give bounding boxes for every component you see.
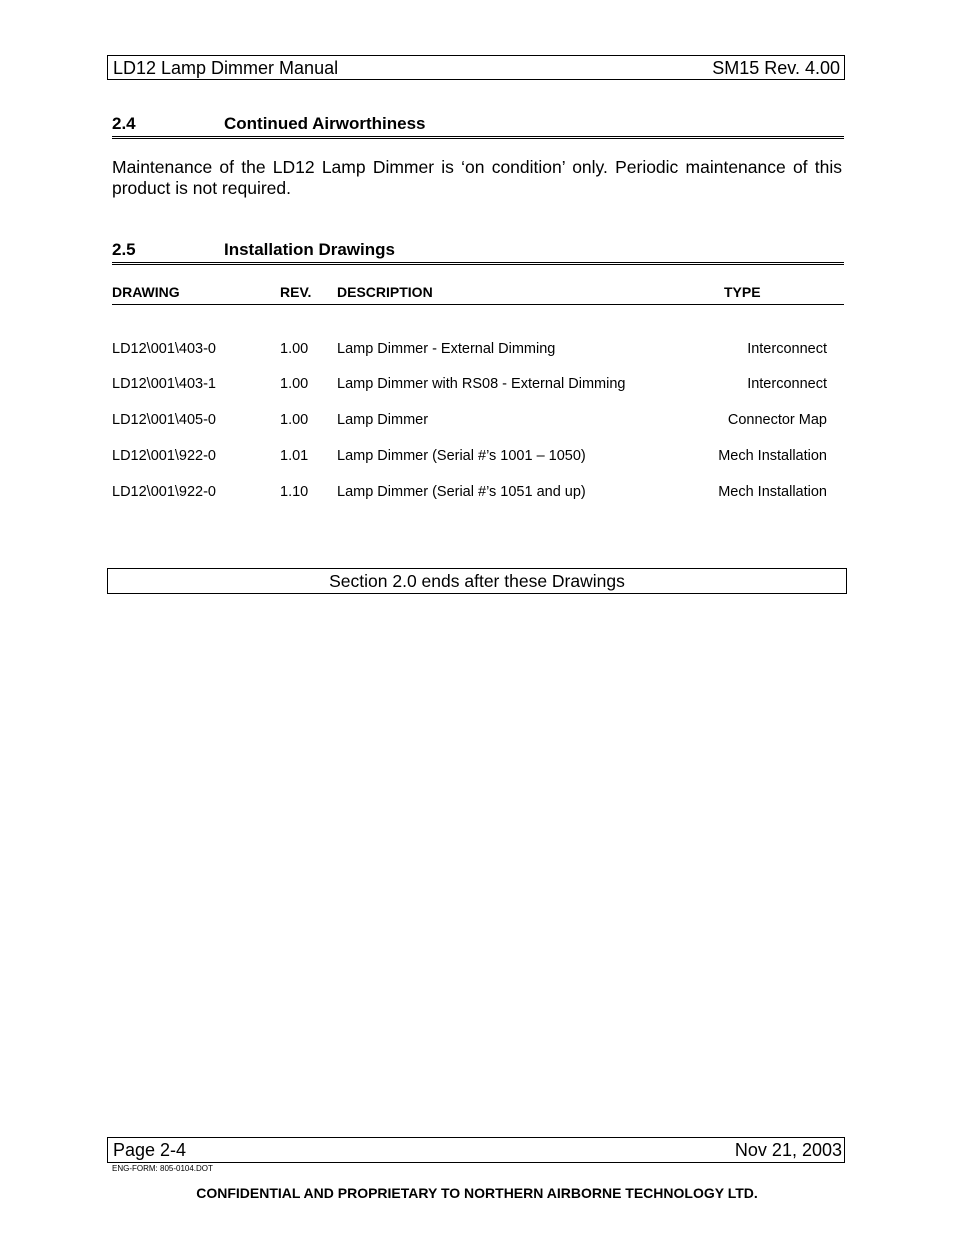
column-header-rev: REV.	[280, 284, 312, 300]
section-end-note: Section 2.0 ends after these Drawings	[107, 568, 847, 594]
drawing-type: Mech Installation	[718, 448, 827, 464]
section-title: Continued Airworthiness	[224, 114, 426, 133]
document-revision: SM15 Rev. 4.00	[712, 58, 840, 78]
drawing-rev: 1.00	[280, 341, 309, 357]
drawing-description: Lamp Dimmer (Serial #’s 1001 – 1050)	[337, 448, 586, 464]
drawing-rev: 1.10	[280, 484, 309, 500]
drawing-number: LD12\001\403-1	[112, 376, 216, 392]
drawing-type: Interconnect	[747, 376, 827, 392]
drawing-rev: 1.01	[280, 448, 309, 464]
page-date: Nov 21, 2003	[734, 1140, 842, 1160]
table-row	[0, 376, 954, 396]
section-title: Installation Drawings	[224, 240, 395, 259]
page-header	[107, 55, 845, 80]
section-divider	[112, 262, 844, 265]
section-divider	[112, 136, 844, 139]
section-number: 2.4	[112, 114, 136, 133]
drawing-type: Mech Installation	[718, 484, 827, 500]
table-header-rule	[112, 304, 844, 305]
table-row	[0, 484, 954, 504]
drawing-rev: 1.00	[280, 412, 309, 428]
drawing-type: Connector Map	[727, 412, 827, 428]
drawing-description: Lamp Dimmer (Serial #’s 1051 and up)	[337, 484, 586, 500]
drawing-description: Lamp Dimmer	[337, 412, 429, 428]
drawing-description: Lamp Dimmer - External Dimming	[337, 341, 556, 357]
drawing-rev: 1.00	[280, 376, 309, 392]
column-header-type: TYPE	[724, 284, 761, 300]
table-row	[0, 412, 954, 432]
table-row	[0, 341, 954, 361]
drawing-description: Lamp Dimmer with RS08 - External Dimming	[337, 376, 626, 392]
drawing-number: LD12\001\922-0	[112, 448, 216, 464]
column-header-description: DESCRIPTION	[337, 284, 433, 300]
table-row	[0, 448, 954, 468]
manual-title: LD12 Lamp Dimmer Manual	[113, 58, 339, 78]
page-footer	[107, 1137, 845, 1163]
section-number: 2.5	[112, 240, 136, 259]
confidentiality-notice: CONFIDENTIAL AND PROPRIETARY TO NORTHERN AIRBORNE TECHNOLOGY LTD.	[196, 1185, 758, 1201]
drawing-number: LD12\001\405-0	[112, 412, 216, 428]
drawing-number: LD12\001\403-0	[112, 341, 216, 357]
drawing-number: LD12\001\922-0	[112, 484, 216, 500]
form-identifier: ENG-FORM: 805-0104.DOT	[112, 1164, 213, 1173]
airworthiness-paragraph: Maintenance of the LD12 Lamp Dimmer is ‘on condition’ only. Periodic maintenance of this product is not required.	[112, 157, 842, 198]
drawing-type: Interconnect	[747, 341, 827, 357]
page-number: Page 2-4	[113, 1140, 187, 1160]
column-header-drawing: DRAWING	[112, 284, 180, 300]
